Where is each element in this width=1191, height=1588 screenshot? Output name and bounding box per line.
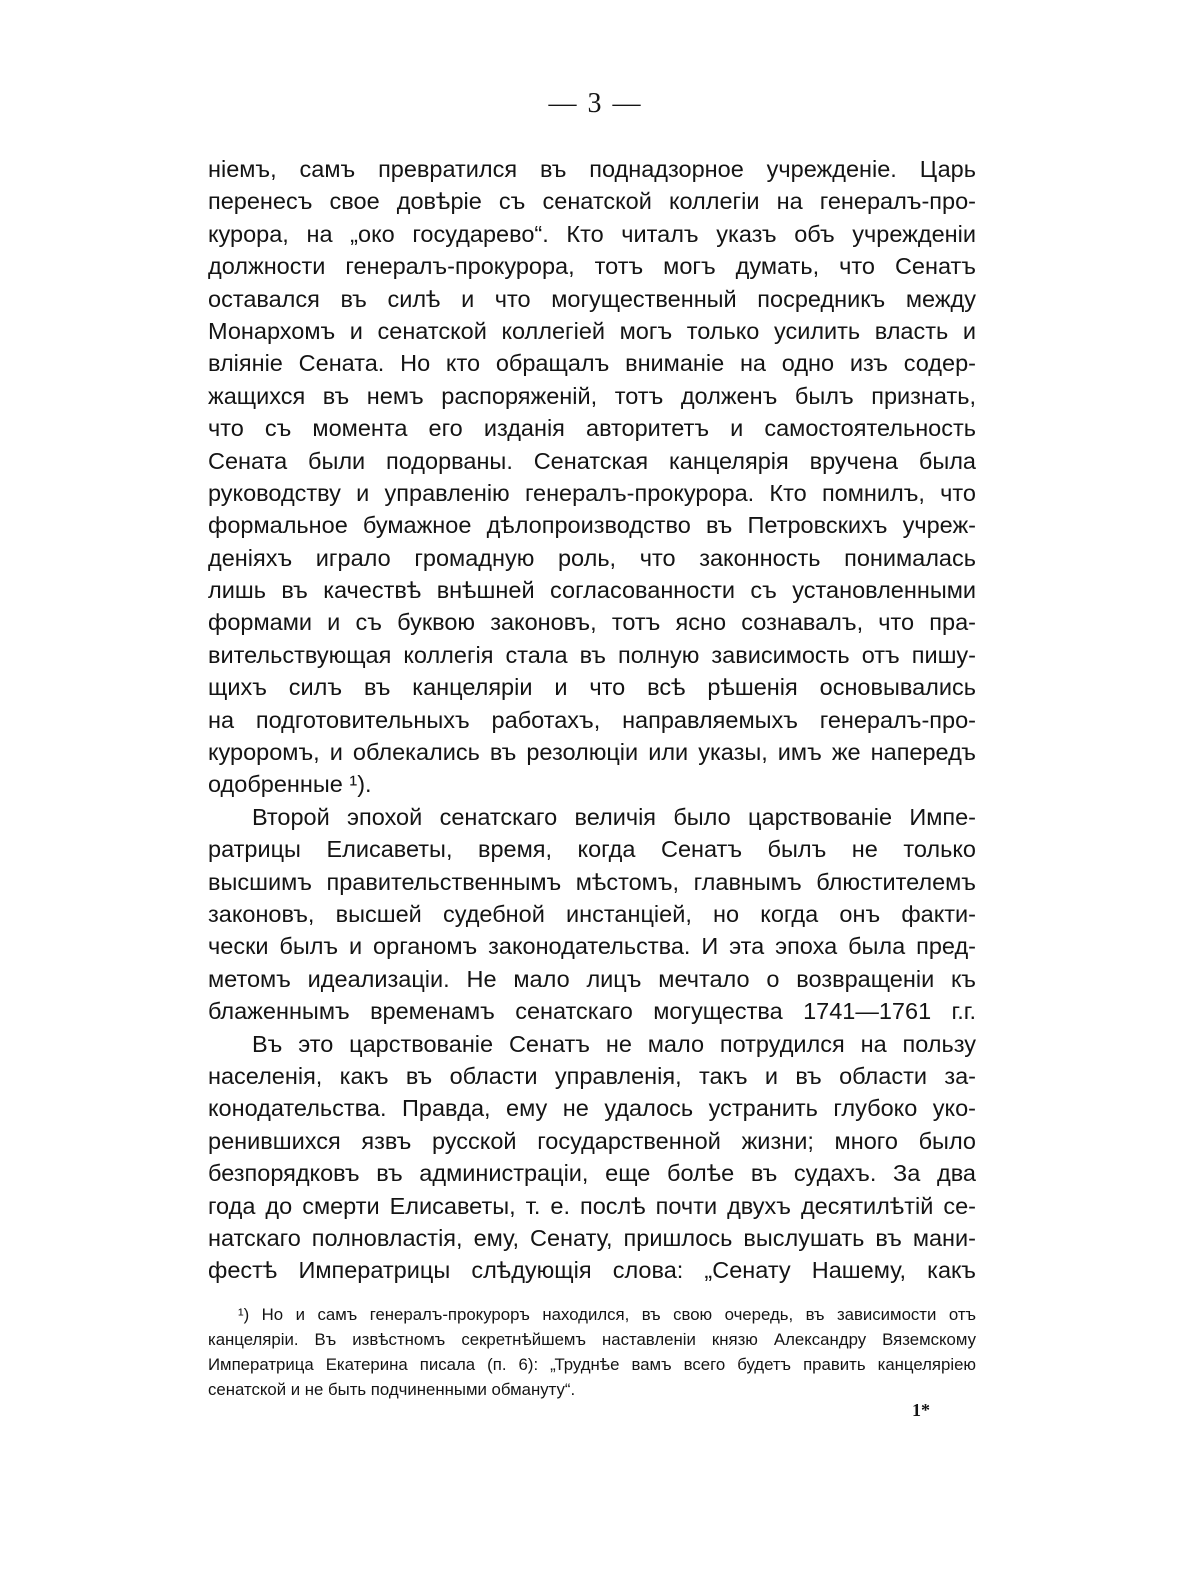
body-text xyxy=(208,153,976,1287)
footnote-line: канцеляріи. Въ извѣстномъ секретнѣйшемъ наставленіи князю Александру Вяземскому xyxy=(208,1330,976,1349)
text-line: года до смерти Елисаветы, т. е. послѣ почти двухъ десятилѣтій се- xyxy=(208,1192,976,1219)
text-line: высшимъ правительственнымъ мѣстомъ, главнымъ блюстителемъ xyxy=(208,868,976,895)
text-line: безпорядковъ въ администраціи, еще болѣе въ судахъ. За два xyxy=(208,1160,976,1187)
text-line-footnote-ref: одобренные ¹). xyxy=(208,771,372,798)
footnote-line: ¹) Но и самъ генералъ-прокуроръ находился, въ свою очередь, въ зависимости отъ xyxy=(238,1305,976,1324)
text-line: курора, на „око государево“. Кто читалъ указъ объ учрежденіи xyxy=(208,220,976,247)
text-line: формами и съ буквою законовъ, тотъ ясно сознавалъ, что пра- xyxy=(208,609,976,636)
footnote-line: сенатской и не быть подчиненными обмануту“. xyxy=(208,1380,576,1399)
text-line: вительствующая коллегія стала въ полную зависимость отъ пишу- xyxy=(208,641,976,668)
text-line: ратрицы Елисаветы, время, когда Сенатъ былъ не только xyxy=(208,836,976,863)
text-line: должности генералъ-прокурора, тотъ могъ думать, что Сенатъ xyxy=(208,253,976,280)
text-line: конодательства. Правда, ему не удалось устранить глубоко уко- xyxy=(208,1095,976,1122)
text-line: ренившихся язвъ русской государственной жизни; много было xyxy=(208,1127,976,1154)
text-line: куроромъ, и облекались въ резолюціи или указы, имъ же напередъ xyxy=(208,739,976,766)
text-line: ніемъ, самъ превратился въ поднадзорное учрежденіе. Царь xyxy=(208,156,976,182)
footnote-line: Императрица Екатерина писала (п. 6): „Труднѣе вамъ всего будетъ править канцеляріею xyxy=(208,1355,976,1374)
text-line: руководству и управленію генералъ-прокурора. Кто помнилъ, что xyxy=(208,479,976,506)
text-line: оставался въ силѣ и что могущественный посредникъ между xyxy=(208,285,976,312)
text-line: Сената были подорваны. Сенатская канцелярія вручена была xyxy=(208,447,976,474)
text-line: населенія, какъ въ области управленія, такъ и въ области за- xyxy=(208,1062,976,1089)
text-line: жащихся въ немъ распоряженій, тотъ долженъ былъ признать, xyxy=(208,382,976,409)
text-line: Монархомъ и сенатской коллегіей могъ только усилить власть и xyxy=(208,317,976,344)
text-line: щихъ силъ въ канцеляріи и что всѣ рѣшенія основывались xyxy=(208,674,976,701)
text-line: на подготовительныхъ работахъ, направляемыхъ генералъ-про- xyxy=(208,706,976,733)
text-line: чески былъ и органомъ законодательства. И эта эпоха была пред- xyxy=(208,933,976,960)
page-number: — 3 — xyxy=(548,88,643,119)
text-line: перенесъ свое довѣріе съ сенатской коллегіи на генералъ-про- xyxy=(208,188,976,215)
text-line: фестѣ Императрицы слѣдующія слова: „Сенату Нашему, какъ xyxy=(208,1257,976,1284)
text-line: законовъ, высшей судебной инстанціей, но когда онъ факти- xyxy=(208,900,976,927)
text-line: что съ момента его изданія авторитетъ и самостоятельность xyxy=(208,415,976,442)
text-line: формальное бумажное дѣлопроизводство въ Петровскихъ учреж- xyxy=(208,512,976,539)
text-line: блаженнымъ временамъ сенатскаго могущества 1741—1761 г.г. xyxy=(208,998,976,1025)
text-line-paragraph-start: Второй эпохой сенатскаго величія было царствованіе Импе- xyxy=(252,803,976,830)
footnote-block xyxy=(208,1302,976,1402)
text-line: деніяхъ играло громадную роль, что законность понималась xyxy=(208,544,976,571)
signature-mark: 1* xyxy=(912,1400,930,1420)
text-line: метомъ идеализаціи. Не мало лицъ мечтало о возвращеніи къ xyxy=(208,965,976,992)
text-line-paragraph-start: Въ это царствованіе Сенатъ не мало потрудился на пользу xyxy=(252,1030,976,1057)
text-line: лишь въ качествѣ внѣшней согласованности съ установленными xyxy=(208,577,976,604)
text-line: натскаго полновластія, ему, Сенату, пришлось выслушать въ мани- xyxy=(208,1224,976,1251)
text-line: вліяніе Сената. Но кто обращалъ вниманіе на одно изъ содер- xyxy=(208,350,976,377)
